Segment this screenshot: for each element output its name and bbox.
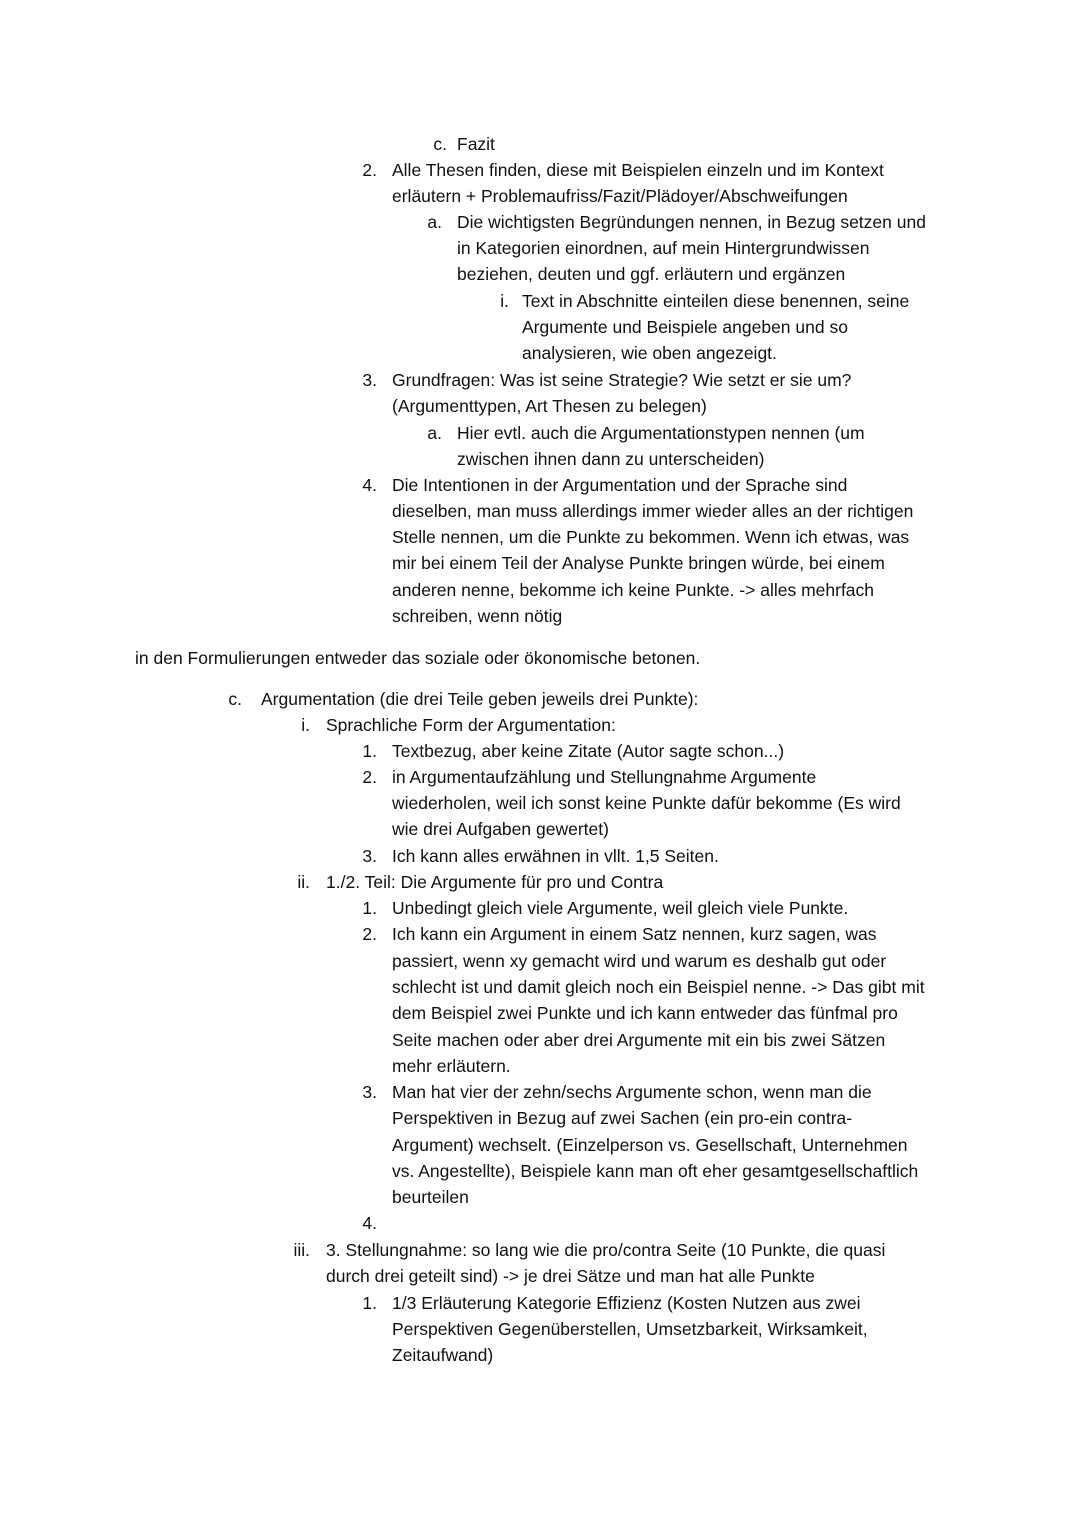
- item-4-line: Stelle nennen, um die Punkte zu bekommen. Wenn ich etwas, was: [392, 527, 910, 547]
- item-4-line: anderen nenne, bekomme ich keine Punkte. -> alles mehrfach: [392, 580, 875, 600]
- item-2a-line: Die wichtigsten Begründungen nennen, in Bezug setzen und: [457, 212, 926, 232]
- list-marker-3: 3.: [362, 846, 377, 866]
- item-line: dem Beispiel zwei Punkte und ich kann entweder das fünfmal pro: [392, 1003, 898, 1023]
- item-2-line: Alle Thesen finden, diese mit Beispielen einzeln und im Kontext: [392, 160, 884, 180]
- item-2a-line: in Kategorien einordnen, auf mein Hintergrundwissen: [457, 238, 870, 258]
- item-c-fazit: Fazit: [457, 134, 495, 154]
- item-line: Perspektiven in Bezug auf zwei Sachen (ein pro-ein contra-: [392, 1108, 853, 1128]
- item-line: schlecht ist und damit gleich noch ein Beispiel nenne. -> Das gibt mit: [392, 977, 925, 997]
- item-line: Unbedingt gleich viele Argumente, weil gleich viele Punkte.: [392, 898, 849, 918]
- item-line: Ich kann ein Argument in einem Satz nennen, kurz sagen, was: [392, 924, 877, 944]
- list-marker-i: i.: [301, 715, 310, 735]
- subsection-iii-line: 3. Stellungnahme: so lang wie die pro/contra Seite (10 Punkte, die quasi: [326, 1240, 886, 1260]
- item-line: Ich kann alles erwähnen in vllt. 1,5 Seiten.: [392, 846, 719, 866]
- list-marker-2: 2.: [362, 924, 377, 944]
- list-marker-1: 1.: [362, 1293, 377, 1313]
- list-marker-c: c.: [228, 689, 242, 709]
- subsection-iii-line: durch drei geteilt sind) -> je drei Sätze und man hat alle Punkte: [326, 1266, 815, 1286]
- item-2-line: erläutern + Problemaufriss/Fazit/Plädoyer/Abschweifungen: [392, 186, 848, 206]
- subsection-ii-title: 1./2. Teil: Die Argumente für pro und Contra: [326, 872, 664, 892]
- list-marker-iii: iii.: [293, 1240, 310, 1260]
- list-marker-4: 4.: [362, 1213, 377, 1233]
- item-line: wiederholen, weil ich sonst keine Punkte dafür bekomme (Es wird: [392, 793, 901, 813]
- paragraph-line: in den Formulierungen entweder das soziale oder ökonomische betonen.: [135, 648, 701, 668]
- item-line: 1/3 Erläuterung Kategorie Effizienz (Kosten Nutzen aus zwei: [392, 1293, 861, 1313]
- item-3-line: Grundfragen: Was ist seine Strategie? Wie setzt er sie um?: [392, 370, 852, 390]
- item-line: mehr erläutern.: [392, 1056, 511, 1076]
- item-2ai-line: Text in Abschnitte einteilen diese benennen, seine: [522, 291, 910, 311]
- item-4-line: mir bei einem Teil der Analyse Punkte bringen würde, bei einem: [392, 553, 885, 573]
- section-c-title: Argumentation (die drei Teile geben jeweils drei Punkte):: [261, 689, 699, 709]
- item-3a-line: zwischen ihnen dann zu unterscheiden): [457, 449, 765, 469]
- item-line: beurteilen: [392, 1187, 469, 1207]
- item-4-line: schreiben, wenn nötig: [392, 606, 563, 626]
- item-3-line: (Argumenttypen, Art Thesen zu belegen): [392, 396, 707, 416]
- list-marker-a: a.: [427, 423, 442, 443]
- list-marker-1: 1.: [362, 741, 377, 761]
- item-line: Argument) wechselt. (Einzelperson vs. Gesellschaft, Unternehmen: [392, 1135, 908, 1155]
- list-marker-4: 4.: [362, 475, 377, 495]
- item-4-line: dieselben, man muss allerdings immer wieder alles an der richtigen: [392, 501, 914, 521]
- item-2a-line: beziehen, deuten und ggf. erläutern und ergänzen: [457, 264, 846, 284]
- item-line: in Argumentaufzählung und Stellungnahme Argumente: [392, 767, 817, 787]
- list-marker-3: 3.: [362, 370, 377, 390]
- item-2ai-line: Argumente und Beispiele angeben und so: [522, 317, 848, 337]
- item-2ai-line: analysieren, wie oben angezeigt.: [522, 343, 777, 363]
- list-marker-2: 2.: [362, 160, 377, 180]
- list-marker-c: c.: [433, 134, 447, 154]
- list-marker-2: 2.: [362, 767, 377, 787]
- item-line: Zeitaufwand): [392, 1345, 494, 1365]
- list-marker-ii: ii.: [297, 872, 310, 892]
- item-line: Textbezug, aber keine Zitate (Autor sagte schon...): [392, 741, 785, 761]
- list-marker-i: i.: [500, 291, 509, 311]
- item-line: passiert, wenn xy gemacht wird und warum es deshalb gut oder: [392, 951, 887, 971]
- item-3a-line: Hier evtl. auch die Argumentationstypen nennen (um: [457, 423, 865, 443]
- list-marker-a: a.: [427, 212, 442, 232]
- list-marker-1: 1.: [362, 898, 377, 918]
- item-4-line: Die Intentionen in der Argumentation und der Sprache sind: [392, 475, 848, 495]
- item-line: wie drei Aufgaben gewertet): [392, 819, 609, 839]
- item-line: vs. Angestellte), Beispiele kann man oft eher gesamtgesellschaftlich: [392, 1161, 919, 1181]
- item-line: Man hat vier der zehn/sechs Argumente schon, wenn man die: [392, 1082, 872, 1102]
- item-line: Seite machen oder aber drei Argumente mit ein bis zwei Sätzen: [392, 1030, 886, 1050]
- item-line: Perspektiven Gegenüberstellen, Umsetzbarkeit, Wirksamkeit,: [392, 1319, 868, 1339]
- list-marker-3: 3.: [362, 1082, 377, 1102]
- subsection-i-title: Sprachliche Form der Argumentation:: [326, 715, 616, 735]
